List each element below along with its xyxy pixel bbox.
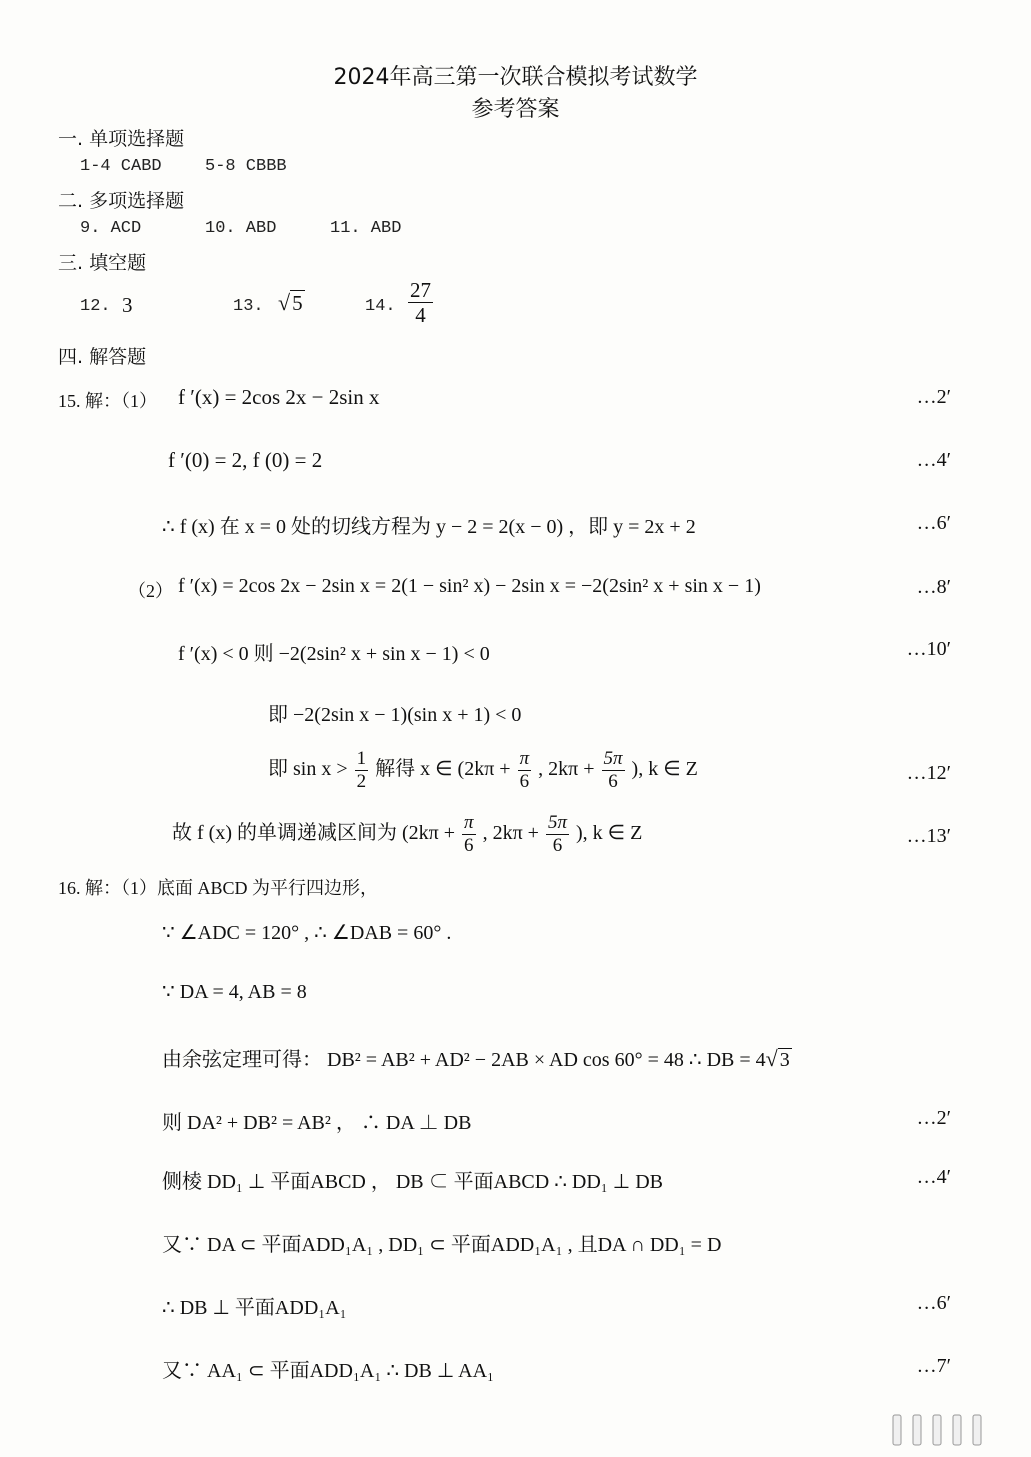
q14-answer: $\frac{27}{4}$ — [410, 278, 431, 328]
score-mark: …8′ — [916, 576, 951, 598]
page-title: 2024年高三第一次联合模拟考试数学 — [333, 65, 698, 90]
score-mark: …4′ — [916, 449, 951, 471]
q16-line-2: ∵ DA = 4, AB = 8 — [162, 981, 307, 1003]
q16-line-6: 又∵ DA ⊂ 平面ADD₁A₁ , DD₁ ⊂ 平面ADD₁A₁ , 且DA ∩ DD₁ = D — [162, 1234, 722, 1256]
q16-line-4: 则 DA² + DB² = AB² ， ∴ DA ⊥ DB — [162, 1112, 472, 1134]
q14-number: 14. — [365, 297, 396, 316]
q16-line-1: ∵ ∠ADC = 120° , ∴ ∠DAB = 60° . — [162, 922, 452, 944]
answers-5-8: 5-8 CBBB — [205, 157, 287, 176]
q13-number: 13. — [233, 297, 264, 316]
score-mark: …13′ — [906, 825, 951, 847]
answers-1-4: 1-4 CABD — [80, 157, 162, 176]
section-fill-blank: 三. 填空题 — [58, 252, 147, 274]
score-mark: …6′ — [916, 1292, 951, 1314]
q15-line-4: f ′(x) = 2cos 2x − 2sin x = 2(1 − sin² x) − 2sin x = −2(2sin² x + sin x − 1) — [178, 575, 761, 597]
score-mark: …4′ — [916, 1166, 951, 1188]
score-mark: …7′ — [916, 1355, 951, 1377]
score-mark: …2′ — [916, 386, 951, 408]
q15-line-6: 即 −2(2sin x − 1)(sin x + 1) < 0 — [268, 704, 522, 726]
page-subtitle: 参考答案 — [471, 97, 560, 122]
answer-9: 9. ACD — [80, 219, 142, 238]
score-mark: …10′ — [906, 638, 951, 660]
score-mark: …6′ — [916, 512, 951, 534]
answer-10: 10. ABD — [205, 219, 277, 238]
q12-number: 12. — [80, 297, 111, 316]
q15-line-5: f ′(x) < 0 则 −2(2sin² x + sin x − 1) < 0 — [178, 643, 490, 665]
q13-answer: √5 — [278, 290, 303, 315]
section-single-choice: 一. 单项选择题 — [58, 128, 185, 150]
q16-line-5: 侧棱 DD₁ ⊥ 平面ABCD ， DB ⊂ 平面ABCD ∴ DD₁ ⊥ DB — [162, 1171, 663, 1193]
answer-11: 11. ABD — [330, 219, 402, 238]
q15-label: 15. 解：（1） — [58, 391, 157, 411]
q16-line-3: 由余弦定理可得： DB² = AB² + AD² − 2AB × AD cos 60° = 48 ∴ DB = 4√ 3 — [162, 1046, 790, 1071]
section-multi-choice: 二. 多项选择题 — [58, 190, 185, 212]
q16-line-8: 又∵ AA₁ ⊂ 平面ADD₁A₁ ∴ DB ⊥ AA₁ — [162, 1360, 495, 1382]
q12-answer: 3 — [122, 293, 133, 317]
score-mark: …2′ — [916, 1107, 951, 1129]
q16-line-7: ∴ DB ⊥ 平面ADD₁A₁ — [162, 1297, 347, 1319]
score-mark: …12′ — [906, 762, 951, 784]
q15-part2-label: （2） — [128, 581, 173, 601]
section-solutions: 四. 解答题 — [58, 346, 147, 368]
watermark-bars-icon — [891, 1409, 1001, 1449]
q15-line-1: f ′(x) = 2cos 2x − 2sin x — [178, 385, 380, 409]
q15-line-7: 即 sin x > $\frac{1}{2}$ 解得 x ∈ (2kπ + $\frac{\pi}{6}$ , 2kπ + $\frac{5\pi}{6}$ ), k ∈ Z — [268, 748, 698, 792]
q15-line-3: ∴ f (x) 在 x = 0 处的切线方程为 y − 2 = 2(x − 0) ，即 y = 2x + 2 — [162, 516, 696, 538]
q16-label: 16. 解：（1）底面 ABCD 为平行四边形， — [58, 878, 379, 898]
q15-line-8: 故 f (x) 的单调递减区间为 (2kπ + $\frac{\pi}{6}$ , 2kπ + $\frac{5\pi}{6}$ ), k ∈ Z — [172, 812, 643, 856]
q15-line-2: f ′(0) = 2, f (0) = 2 — [168, 448, 323, 472]
